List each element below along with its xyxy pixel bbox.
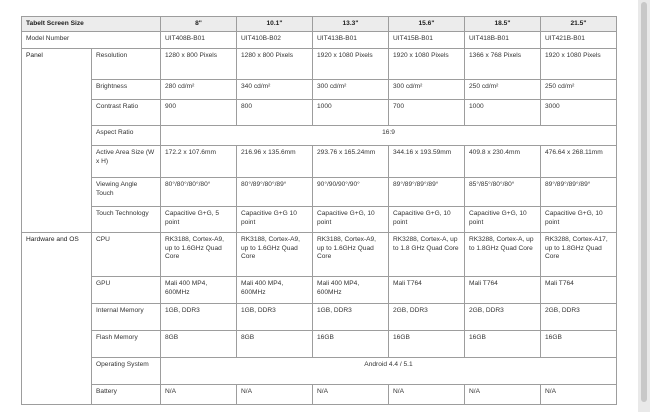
group-label: Panel (22, 49, 92, 233)
table-cell: 1366 x 768 Pixels (465, 49, 541, 80)
table-cell: N/A (389, 385, 465, 405)
table-cell: 1920 x 1080 Pixels (389, 49, 465, 80)
table-cell: 16GB (541, 331, 617, 358)
table-row (22, 385, 617, 405)
header-label: Tabelt Screen Size (22, 17, 161, 32)
table-cell: 1920 x 1080 Pixels (313, 49, 389, 80)
table-cell: 90°/90/90°/90° (313, 178, 389, 207)
table-cell: UIT415B-B01 (389, 32, 465, 49)
row-label: Aspect Ratio (92, 126, 161, 146)
header-size: 15.6" (389, 17, 465, 32)
table-cell: RK3188, Cortex-A9, up to 1.6GHz Quad Core (313, 233, 389, 277)
table-cell: Capacitive G+G, 10 point (465, 207, 541, 233)
table-cell: Mali 400 MP4, 600MHz (161, 277, 237, 304)
table-cell: 900 (161, 100, 237, 126)
table-cell: 1GB, DDR3 (161, 304, 237, 331)
vertical-scrollbar[interactable] (638, 0, 650, 412)
table-row (22, 207, 617, 233)
table-cell: 2GB, DDR3 (389, 304, 465, 331)
table-cell: UIT408B-B01 (161, 32, 237, 49)
header-size: 8" (161, 17, 237, 32)
table-cell: 85°/85°/80°/80° (465, 178, 541, 207)
table-cell: RK3188, Cortex-A9, up to 1.6GHz Quad Core (161, 233, 237, 277)
table-cell: 1GB, DDR3 (237, 304, 313, 331)
row-label: Contrast Ratio (92, 100, 161, 126)
table-cell: 8GB (237, 331, 313, 358)
row-label: Operating System (92, 358, 161, 385)
table-row (22, 32, 617, 49)
row-label: Model Number (22, 32, 161, 49)
row-label: Flash Memory (92, 331, 161, 358)
table-cell: 1280 x 800 Pixels (161, 49, 237, 80)
table-cell: 1280 x 800 Pixels (237, 49, 313, 80)
table-cell: 1000 (465, 100, 541, 126)
table-cell: 1GB, DDR3 (313, 304, 389, 331)
table-row (22, 277, 617, 304)
table-row (22, 178, 617, 207)
row-label: Viewing Angle Touch (92, 178, 161, 207)
table-cell: 293.76 x 165.24mm (313, 146, 389, 178)
table-cell: UIT410B-B02 (237, 32, 313, 49)
table-cell: Capacitive G+G, 10 point (541, 207, 617, 233)
table-cell: 344.16 x 193.59mm (389, 146, 465, 178)
table-cell: N/A (237, 385, 313, 405)
table-cell: 80°/89°/80°/89° (237, 178, 313, 207)
table-row (22, 146, 617, 178)
table-cell: 476.64 x 268.11mm (541, 146, 617, 178)
table-cell: Mali T764 (541, 277, 617, 304)
table-row (22, 100, 617, 126)
table-cell: N/A (541, 385, 617, 405)
group-label: Hardware and OS (22, 233, 92, 405)
table-cell: 16GB (389, 331, 465, 358)
table-row (22, 126, 617, 146)
table-cell: Capacitive G+G, 10 point (313, 207, 389, 233)
header-size: 13.3" (313, 17, 389, 32)
table-cell: 409.8 x 230.4mm (465, 146, 541, 178)
table-cell: Capacitive G+G, 5 point (161, 207, 237, 233)
header-size: 21.5" (541, 17, 617, 32)
row-label: Resolution (92, 49, 161, 80)
table-cell: 1920 x 1080 Pixels (541, 49, 617, 80)
table-cell: Mali T764 (465, 277, 541, 304)
table-row (22, 233, 617, 277)
table-cell: Capacitive G+G, 10 point (389, 207, 465, 233)
table-cell: UIT421B-B01 (541, 32, 617, 49)
row-label: Brightness (92, 80, 161, 100)
table-cell: N/A (465, 385, 541, 405)
table-cell: 280 cd/m² (161, 80, 237, 100)
table-cell: N/A (161, 385, 237, 405)
table-row (22, 49, 617, 80)
table-cell: 80°/80°/80°/80° (161, 178, 237, 207)
table-cell: 2GB, DDR3 (541, 304, 617, 331)
table-row (22, 304, 617, 331)
table-cell: N/A (313, 385, 389, 405)
header-size: 18.5" (465, 17, 541, 32)
table-row (22, 80, 617, 100)
row-label: Internal Memory (92, 304, 161, 331)
table-cell: 89°/89°/89°/89° (541, 178, 617, 207)
table-cell: Mali 400 MP4, 600MHz (237, 277, 313, 304)
row-label: CPU (92, 233, 161, 277)
row-label: Touch Technology (92, 207, 161, 233)
table-cell: 250 cd/m² (541, 80, 617, 100)
row-label: Battery (92, 385, 161, 405)
table-cell: 16GB (313, 331, 389, 358)
table-cell: 3000 (541, 100, 617, 126)
table-cell: 89°/89°/89°/89° (389, 178, 465, 207)
table-cell: 800 (237, 100, 313, 126)
table-header-row (22, 17, 617, 32)
spec-table (21, 16, 617, 405)
table-cell: 8GB (161, 331, 237, 358)
table-cell: 2GB, DDR3 (465, 304, 541, 331)
table-cell: 16:9 (161, 126, 617, 146)
table-cell: UIT413B-B01 (313, 32, 389, 49)
table-cell: RK3288, Cortex-A, up to 1.8 GHz Quad Core (389, 233, 465, 277)
table-row (22, 358, 617, 385)
table-cell: 250 cd/m² (465, 80, 541, 100)
table-cell: 300 cd/m² (313, 80, 389, 100)
table-row (22, 331, 617, 358)
table-cell: 16GB (465, 331, 541, 358)
table-cell: Android 4.4 / 5.1 (161, 358, 617, 385)
header-size: 10.1" (237, 17, 313, 32)
table-cell: RK3188, Cortex-A9, up to 1.6GHz Quad Core (237, 233, 313, 277)
table-cell: Mali T764 (389, 277, 465, 304)
table-cell: 216.96 x 135.6mm (237, 146, 313, 178)
table-cell: Mali 400 MP4, 600MHz (313, 277, 389, 304)
table-cell: 1000 (313, 100, 389, 126)
table-cell: RK3288, Cortex-A17, up to 1.8GHz Quad Core (541, 233, 617, 277)
table-cell: 172.2 x 107.6mm (161, 146, 237, 178)
row-label: GPU (92, 277, 161, 304)
row-label: Active Area Size (W x H) (92, 146, 161, 178)
table-cell: 340 cd/m² (237, 80, 313, 100)
scrollbar-thumb[interactable] (641, 2, 647, 402)
table-cell: UIT418B-B01 (465, 32, 541, 49)
table-cell: RK3288, Cortex-A, up to 1.8GHz Quad Core (465, 233, 541, 277)
table-cell: 300 cd/m² (389, 80, 465, 100)
table-cell: 700 (389, 100, 465, 126)
table-cell: Capacitive G+G 10 point (237, 207, 313, 233)
